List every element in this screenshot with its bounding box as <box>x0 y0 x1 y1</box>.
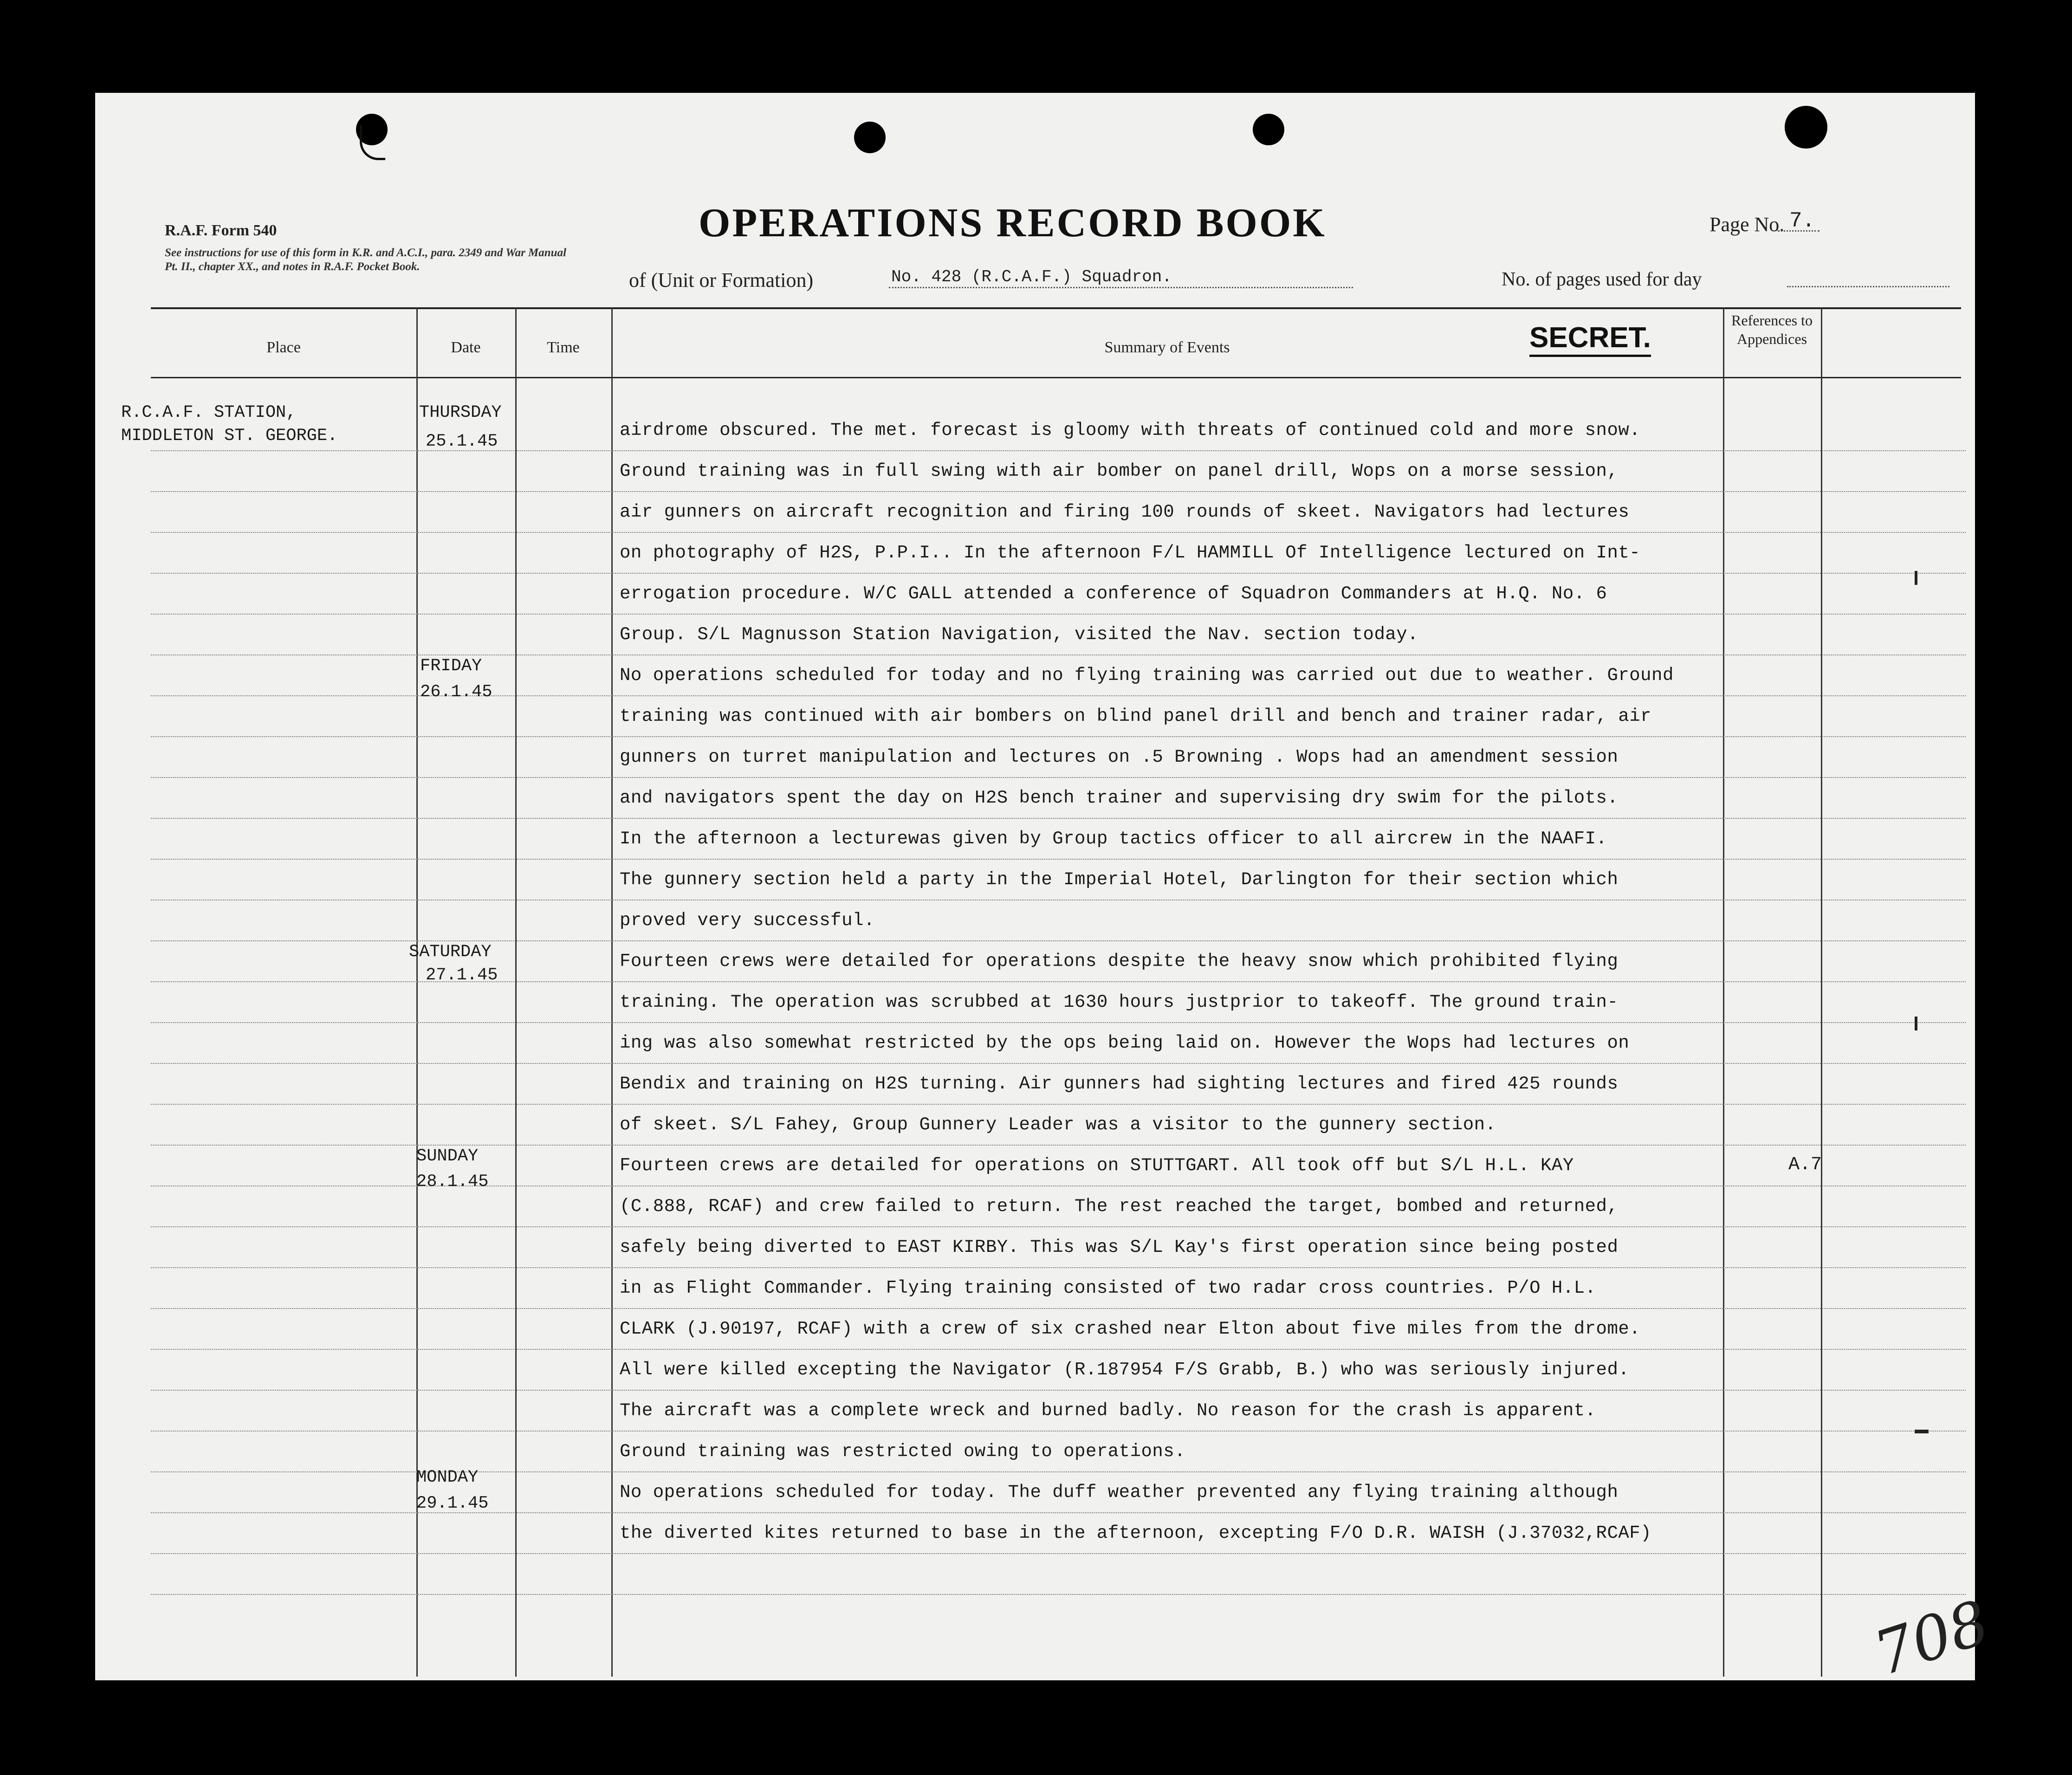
summary-line: The aircraft was a complete wreck and burned badly. No reason for the crash is apparent. <box>620 1400 1596 1421</box>
punch-hole <box>1785 106 1827 149</box>
margin-mark <box>1915 571 1917 585</box>
summary-line: In the afternoon a lecturewas given by Group tactics officer to all aircrew in the NAAFI. <box>620 829 1607 849</box>
form-number: R.A.F. Form 540 <box>165 222 277 239</box>
summary-line: the diverted kites returned to base in the afternoon, excepting F/O D.R. WAISH (J.37032,RCAF) <box>620 1523 1652 1543</box>
table-top-rule <box>151 307 1961 309</box>
ruled-line <box>151 1349 1966 1350</box>
unit-dotted-line <box>889 287 1353 288</box>
ruled-line <box>151 1063 1966 1064</box>
summary-line: in as Flight Commander. Flying training consisted of two radar cross countries. P/O H.L. <box>620 1278 1596 1298</box>
summary-line: Ground training was restricted owing to operations. <box>620 1441 1186 1462</box>
summary-line: training. The operation was scrubbed at 1630 hours justprior to takeoff. The ground train- <box>620 992 1619 1012</box>
summary-line: The gunnery section held a party in the Imperial Hotel, Darlington for their section which <box>620 869 1619 890</box>
appendix-reference: A.7 <box>1788 1154 1822 1175</box>
record-sheet <box>95 93 1997 1690</box>
ruled-line <box>151 1390 1966 1391</box>
summary-line: Bendix and training on H2S turning. Air gunners had sighting lectures and fired 425 rounds <box>620 1074 1619 1094</box>
unit-label: of (Unit or Formation) <box>629 269 814 292</box>
date-day: THURSDAY <box>419 403 502 422</box>
summary-line: Group. S/L Magnusson Station Navigation, visited the Nav. section today. <box>620 624 1419 645</box>
ruled-line <box>151 1267 1966 1268</box>
summary-line: air gunners on aircraft recognition and firing 100 rounds of skeet. Navigators had lectures <box>620 502 1630 522</box>
ruled-line <box>151 981 1966 982</box>
column-header-references: References to Appendices <box>1731 312 1813 347</box>
date-value: 28.1.45 <box>416 1172 489 1192</box>
ruled-line <box>151 859 1966 860</box>
summary-line: airdrome obscured. The met. forecast is gloomy with threats of continued cold and more snow. <box>620 420 1641 441</box>
summary-line: and navigators spent the day on H2S bench trainer and supervising dry swim for the pilots. <box>620 788 1619 808</box>
table-header-rule <box>151 377 1961 378</box>
column-header-time: Time <box>547 339 580 356</box>
date-day: MONDAY <box>416 1468 479 1487</box>
ruled-line <box>151 1431 1966 1432</box>
column-header-place: Place <box>266 339 301 356</box>
ruled-line <box>151 1594 1966 1595</box>
ruled-line <box>151 573 1966 574</box>
column-header-summary: Summary of Events <box>1104 339 1230 356</box>
ruled-line <box>151 1022 1966 1023</box>
column-header-date: Date <box>451 339 481 356</box>
summary-line: Ground training was in full swing with air bomber on panel drill, Wops on a morse session, <box>620 461 1619 481</box>
ruled-line <box>151 1226 1966 1227</box>
handwritten-annotation: 708 <box>1866 1587 1997 1690</box>
summary-line: gunners on turret manipulation and lectures on .5 Browning . Wops had an amendment session <box>620 747 1619 767</box>
ruled-line <box>151 1553 1966 1554</box>
ruled-line <box>151 532 1966 533</box>
place-line: MIDDLETON ST. GEORGE. <box>121 426 338 446</box>
summary-line: (C.888, RCAF) and crew failed to return. The rest reached the target, bombed and returned, <box>620 1196 1619 1217</box>
pages-used-label: No. of pages used for day <box>1502 269 1702 290</box>
torn-paper-mark <box>360 125 385 160</box>
margin-mark <box>1915 1017 1917 1030</box>
punch-hole <box>854 122 886 153</box>
date-day: SUNDAY <box>416 1147 479 1166</box>
summary-line: errogation procedure. W/C GALL attended a conference of Squadron Commanders at H.Q. No. 6 <box>620 583 1607 604</box>
margin-mark <box>1915 1430 1929 1433</box>
form-instructions: See instructions for use of this form in K.R. and A.C.I., para. 2349 and War Manual Pt. II., chapter XX., and notes in R.A.F. Pocket Book. <box>165 246 567 273</box>
page-title: OPERATIONS RECORD BOOK <box>699 201 1327 246</box>
date-value: 27.1.45 <box>426 965 498 985</box>
summary-line: ing was also somewhat restricted by the ops being laid on. However the Wops had lectures on <box>620 1033 1630 1053</box>
ruled-line <box>151 614 1966 615</box>
summary-line: CLARK (J.90197, RCAF) with a crew of six crashed near Elton about five miles from the drome. <box>620 1319 1641 1339</box>
page-number-value: 7. <box>1789 209 1815 233</box>
place-line: R.C.A.F. STATION, <box>121 403 297 422</box>
ruled-line <box>151 777 1966 778</box>
summary-line: Fourteen crews are detailed for operations on STUTTGART. All took off but S/L H.L. KAY <box>620 1155 1574 1176</box>
date-day: FRIDAY <box>420 656 482 676</box>
page-number-label: Page No. <box>1709 213 1785 236</box>
summary-line: training was continued with air bombers on blind panel drill and bench and trainer radar, air <box>620 706 1652 726</box>
ruled-line <box>151 450 1966 451</box>
summary-line: on photography of H2S, P.P.I.. In the afternoon F/L HAMMILL Of Intelligence lectured on Int- <box>620 543 1641 563</box>
punch-hole <box>1253 114 1284 145</box>
date-value: 25.1.45 <box>426 432 498 451</box>
pages-used-dotted-line <box>1787 286 1949 287</box>
summary-line: No operations scheduled for today. The duff weather prevented any flying training although <box>620 1482 1619 1503</box>
ruled-line <box>151 1145 1966 1146</box>
unit-value: No. 428 (R.C.A.F.) Squadron. <box>891 267 1172 286</box>
ruled-line <box>151 818 1966 819</box>
summary-line: All were killed excepting the Navigator (R.187954 F/S Grabb, B.) who was seriously injured. <box>620 1360 1630 1380</box>
ruled-line <box>151 1104 1966 1105</box>
date-value: 29.1.45 <box>416 1494 489 1513</box>
date-day: SATURDAY <box>409 942 492 962</box>
summary-line: of skeet. S/L Fahey, Group Gunnery Leader was a visitor to the gunnery section. <box>620 1114 1496 1135</box>
classification-stamp: SECRET. <box>1529 321 1651 357</box>
date-value: 26.1.45 <box>420 682 492 702</box>
summary-line: safely being diverted to EAST KIRBY. This was S/L Kay's first operation since being posted <box>620 1237 1619 1257</box>
ruled-line <box>151 1308 1966 1309</box>
ruled-line <box>151 491 1966 492</box>
ruled-line <box>151 654 1966 655</box>
summary-line: No operations scheduled for today and no flying training was carried out due to weather. Ground <box>620 665 1674 686</box>
ruled-line <box>151 736 1966 737</box>
summary-line: Fourteen crews were detailed for operations despite the heavy snow which prohibited flying <box>620 951 1619 972</box>
ruled-line <box>151 940 1966 941</box>
summary-line: proved very successful. <box>620 910 875 931</box>
